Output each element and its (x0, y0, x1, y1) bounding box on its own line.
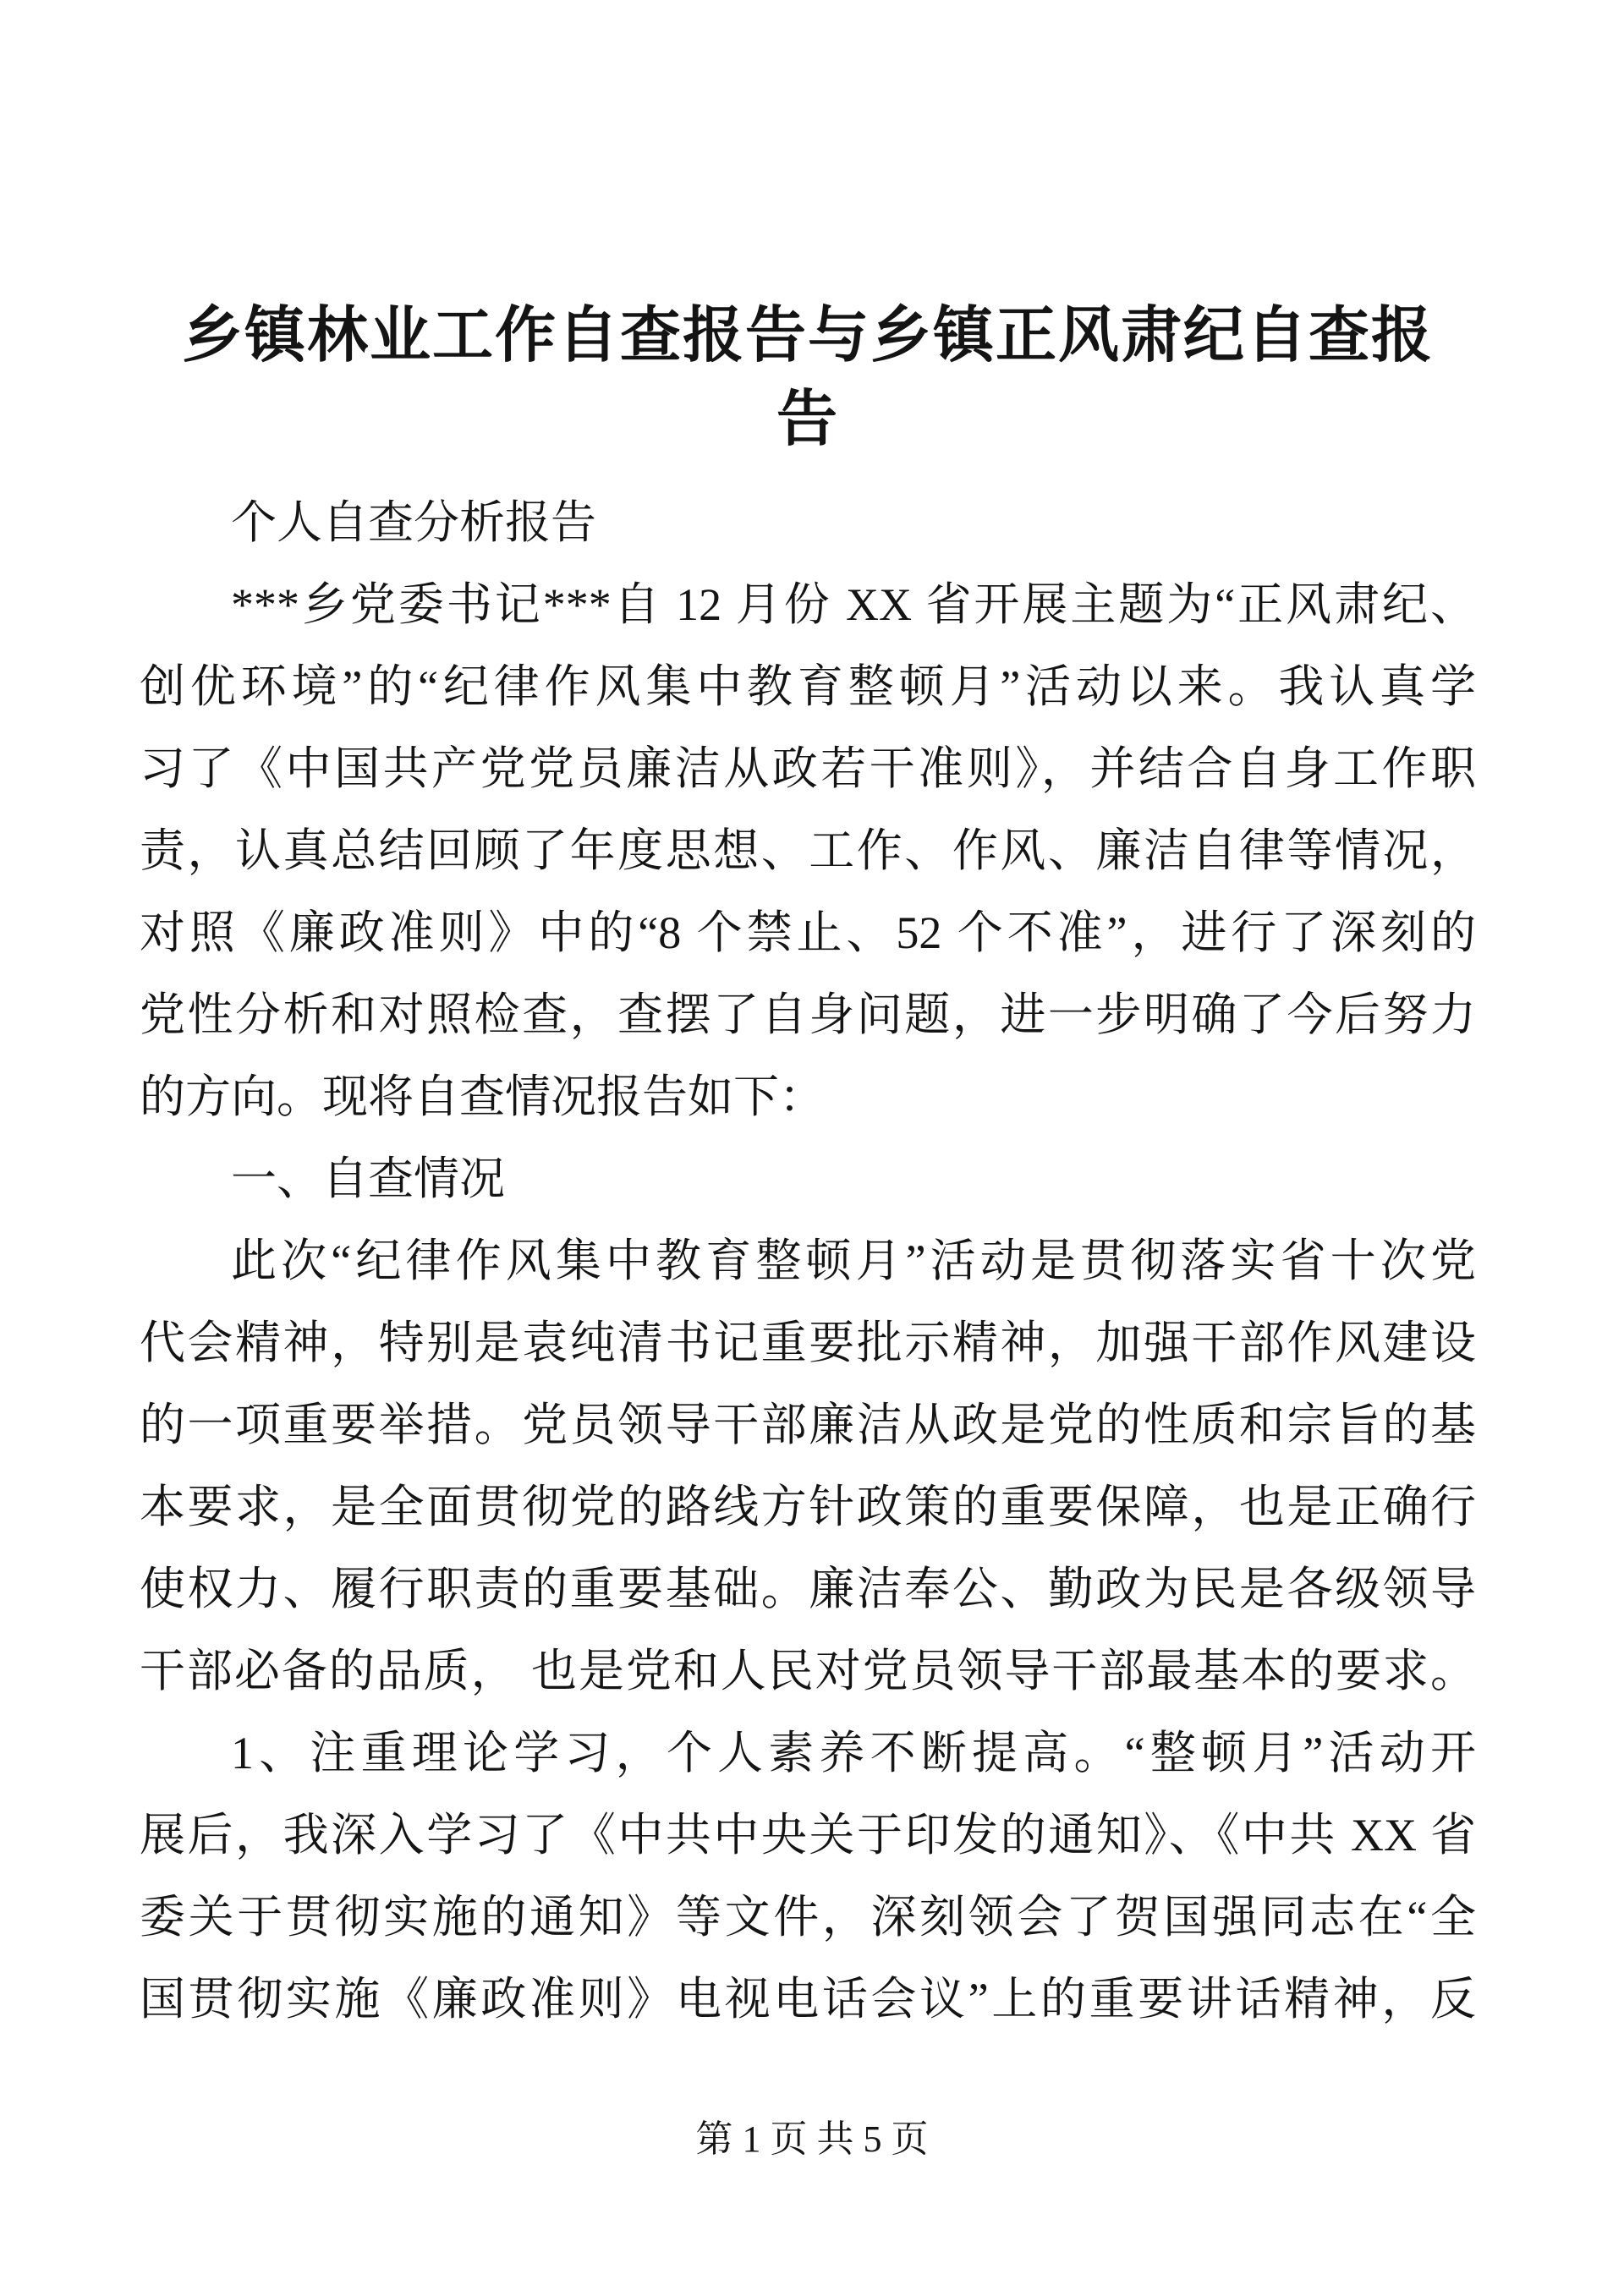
text-line: ***乡党委书记***自 12 月份 XX 省开展主题为“正风肃纪、 (231, 579, 1476, 630)
text-line: 委关于贯彻实施的通知》等文件，深刻领会了贺国强同志在“全 (140, 1892, 1476, 1943)
text-line: 的方向。现将自查情况报告如下： (140, 1071, 825, 1122)
document-body (140, 482, 1476, 2041)
text-line: 本要求，是全面贯彻党的路线方针政策的重要保障，也是正确行 (140, 1482, 1476, 1532)
text-line: 的一项重要举措。党员领导干部廉洁从政是党的性质和宗旨的基 (140, 1400, 1476, 1450)
page-number-footer: 第 1 页 共 5 页 (695, 2118, 929, 2160)
text-line: 干部必备的品质， 也是党和人民对党员领导干部最基本的要求。 (140, 1646, 1476, 1696)
text-line: 此次“纪律作风集中教育整顿月”活动是贯彻落实省十次党 (231, 1236, 1476, 1286)
text-line: 代会精神，特别是袁纯清书记重要批示精神，加强干部作风建设 (140, 1318, 1476, 1368)
text-line: 展后，我深入学习了《中共中央关于印发的通知》、《中共 XX 省 (140, 1810, 1476, 1860)
document-title-line-2: 告 (776, 386, 839, 453)
text-line: 对照《廉政准则》中的“8 个禁止、52 个不准”，进行了深刻的 (140, 907, 1476, 958)
text-line: 使权力、履行职责的重要基础。廉洁奉公、勤政为民是各级领导 (140, 1564, 1476, 1614)
text-line: 习了《中国共产党党员廉洁从政若干准则》，并结合自身工作职 (140, 743, 1476, 794)
text-line: 责，认真总结回顾了年度思想、工作、作风、廉洁自律等情况， (140, 825, 1476, 876)
text-line: 1、注重理论学习，个人素养不断提高。“整顿月”活动开 (231, 1728, 1476, 1778)
document-title (140, 294, 1476, 462)
text-line: 创优环境”的“纪律作风集中教育整顿月”活动以来。我认真学 (140, 661, 1476, 712)
text-line: 党性分析和对照检查，查摆了自身问题，进一步明确了今后努力 (140, 989, 1476, 1040)
text-line: 一、自查情况 (231, 1153, 505, 1204)
text-line: 国贯彻实施《廉政准则》电视电话会议”上的重要讲话精神，反 (140, 1974, 1476, 2025)
document-content (140, 294, 1476, 2041)
text-line: 个人自查分析报告 (231, 497, 596, 548)
document-title-line-1: 乡镇林业工作自查报告与乡镇正风肃纪自查报 (181, 302, 1434, 370)
